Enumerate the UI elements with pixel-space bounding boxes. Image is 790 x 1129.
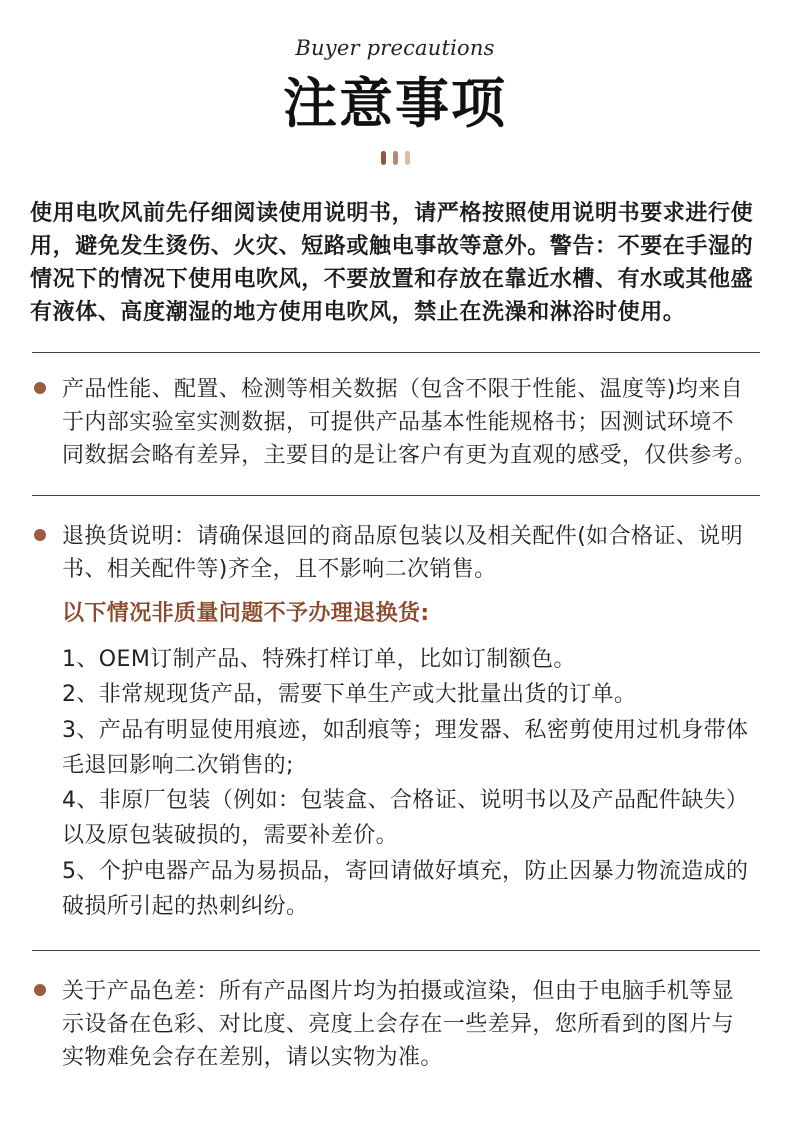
- section-divider: [32, 352, 760, 353]
- non-returnable-list: [62, 642, 748, 924]
- decoration-dot: [405, 151, 410, 165]
- decoration-dot: [393, 151, 398, 165]
- list-item: [62, 854, 748, 925]
- page-title: 注意事项: [283, 72, 507, 135]
- warning-line: 用，避免发生烫伤、火灾、短路或触电事故等意外。警告：不要在手湿的: [30, 234, 754, 259]
- note-line: 关于产品色差：所有产品图片均为拍摄或渲染，但由于电脑手机等显: [62, 979, 735, 1004]
- list-item-line: 5、个护电器产品为易损品，寄回请做好填充，防止因暴力物流造成的: [62, 858, 749, 884]
- note-line: 示设备在色彩、对比度、亮度上会存在一些差异，您所看到的图片与: [62, 1012, 735, 1037]
- color-difference-note: [62, 975, 734, 1074]
- list-item-line: 2、非常规现货产品，需要下单生产或大批量出货的订单。: [62, 682, 637, 708]
- list-item-line: 毛退回影响二次销售的;: [62, 752, 294, 778]
- note-line: 书、相关配件等)齐全，且不影响二次销售。: [62, 557, 497, 582]
- list-item-line: 1、OEM订制产品、特殊打样订单，比如订制额色。: [62, 647, 576, 672]
- list-item: [62, 713, 748, 784]
- list-item: [62, 677, 748, 712]
- warning-line: 使用电吹风前先仔细阅读使用说明书，请严格按照使用说明书要求进行使: [30, 201, 754, 226]
- performance-data-note: [62, 373, 756, 472]
- non-returnable-heading: 以下情况非质量问题不予办理退换货:: [62, 601, 430, 626]
- return-policy-note: [62, 520, 743, 586]
- list-item-line: 以及原包装破损的，需要补差价。: [62, 823, 399, 849]
- note-line: 于内部实验室实测数据，可提供产品基本性能规格书；因测试环境不: [62, 410, 735, 435]
- list-item: [62, 783, 748, 854]
- list-item-line: 3、产品有明显使用痕迹，如刮痕等；理发器、私密剪使用过机身带体: [62, 717, 749, 743]
- bullet-dot: [34, 529, 46, 541]
- note-line: 实物难免会存在差别，请以实物为准。: [62, 1045, 443, 1070]
- decoration-dot: [381, 151, 386, 165]
- list-item-line: 4、非原厂包装（例如：包装盒、合格证、说明书以及产品配件缺失）: [62, 788, 749, 814]
- page-subtitle: Buyer precautions: [295, 36, 495, 60]
- bullet-dot: [34, 382, 46, 394]
- note-line: 退换货说明：请确保退回的商品原包装以及相关配件(如合格证、说明: [62, 524, 743, 549]
- warning-line: 情况下的情况下使用电吹风，不要放置和存放在靠近水槽、有水或其他盛: [30, 267, 754, 292]
- bullet-dot: [34, 984, 46, 996]
- section-divider: [32, 950, 760, 951]
- warning-line: 有液体、高度潮湿的地方使用电吹风，禁止在洗澡和淋浴时使用。: [30, 300, 686, 325]
- list-item-line: 破损所引起的热刺纠纷。: [62, 894, 309, 920]
- list-item: [62, 642, 748, 677]
- safety-warning-paragraph: [30, 197, 753, 329]
- section-divider: [32, 495, 760, 496]
- note-line: 同数据会略有差异，主要目的是让客户有更为直观的感受，仅供参考。: [62, 443, 757, 468]
- note-line: 产品性能、配置、检测等相关数据（包含不限于性能、温度等)均来自: [62, 377, 743, 402]
